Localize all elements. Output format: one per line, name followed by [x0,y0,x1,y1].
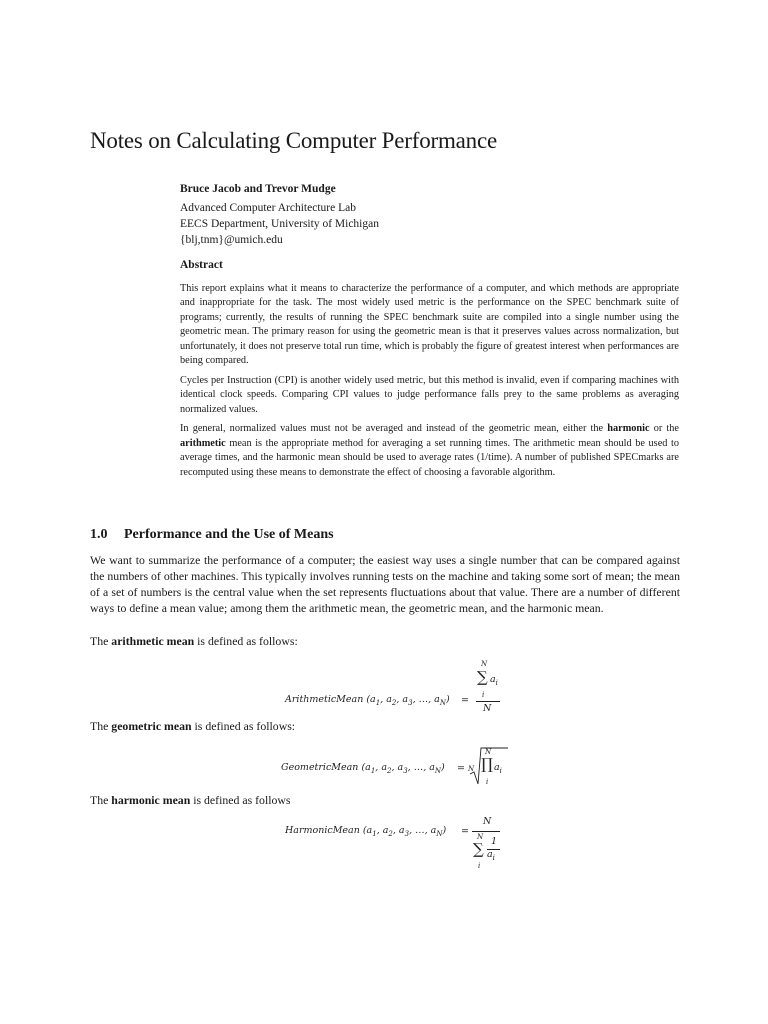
abstract-heading: Abstract [180,259,223,271]
abstract-p3-text-a: In general, normalized values must not be averaged and instead of the geometric mean, either the [180,423,608,434]
harmonic-mean-rhs [472,816,502,872]
author-email: {blj,tnm}@umich.edu [180,234,283,246]
harm-numerator: N [483,816,492,827]
author-names: Bruce Jacob and Trevor Mudge [180,183,336,195]
geo-prod-term: $a_i$ [494,762,502,775]
section-body [90,552,680,616]
harmonic-mean-intro [90,793,291,808]
summation-icon: ∑ [473,840,484,858]
abstract-p3-text-d: mean is the appropriate method for averaging a set running times. The arithmetic mean should be used to average times, and the harmonic mean should be used to average rates (1/time). A number of published SPECmarks are recomputed using these means to demonstrate the effect of choosing a favorable algorithm. [180,437,679,478]
section-title: Performance and the Use of Means [124,527,334,542]
harm-sum-upper: N [477,833,484,841]
section-heading [90,527,680,543]
arithmetic-mean-lhs: ArithmeticMean ($a_1$, $a_2$, $a_3$, …, $a_N$) [285,694,450,707]
geo-fn-name: GeometricMean [281,762,359,773]
harm-fn-name: HarmonicMean [285,825,360,836]
arith-denominator: N [483,703,492,714]
arithmetic-mean-intro [90,634,298,649]
geo-intro-term: geometric mean [111,719,192,733]
harm-inner-numerator: 1 [490,836,498,847]
abstract-term-harmonic: harmonic [607,423,650,434]
abstract-paragraph-1: This report explains what it means to characterize the performance of a computer, and which methods are appropriate and inappropriate for the task. The most widely used metric is the performance on the SPEC benchmark suite of programs; currently, the results of running the SPEC benchmark suite are compiled into a single number using the geometric mean. The primary reason for using the geometric mean is that it preserves values across normalization, but unfortunately, it does not preserve total run time, which is probably the figure of greatest interest when performances are being compared. [180,282,679,366]
harm-intro-pre: The [90,793,112,807]
harm-fraction-bar [472,831,500,832]
geo-root-index: N [468,765,475,773]
product-icon: ∏ [481,755,493,773]
summation-icon: ∑ [477,668,488,686]
author-block [180,181,679,248]
harm-intro-term: harmonic mean [111,793,191,807]
abstract-p3-text-c: or the [649,423,679,434]
arith-sum-term: $a_i$ [490,674,498,687]
abstract [180,258,679,485]
paper-title: Notes on Calculating Computer Performance [90,128,497,153]
harm-inner-denominator: $a_i$ [487,849,495,862]
affiliation-lab: Advanced Computer Architecture Lab [180,202,356,214]
arith-fn-name: ArithmeticMean [285,694,364,705]
section-number: 1.0 [90,527,108,542]
affiliation-department: EECS Department, University of Michigan [180,218,379,230]
geo-intro-post: is defined as follows: [191,719,296,733]
arith-equals: = [461,695,469,706]
harm-sum-lower: i [478,862,481,870]
arith-sum-upper: N [481,660,488,668]
abstract-paragraph-3 [180,422,679,480]
geo-prod-lower: i [486,778,489,786]
arith-sum-lower: i [482,691,485,699]
abstract-term-arithmetic: arithmetic [180,437,226,449]
geometric-mean-rhs [468,744,510,788]
geometric-mean-lhs: GeometricMean ($a_1$, $a_2$, $a_3$, …, $a_N$) [281,762,445,775]
arith-intro-post: is defined as follows: [194,634,298,648]
arith-intro-pre: The [90,634,112,648]
harm-equals: = [461,826,469,837]
abstract-paragraph-2: Cycles per Instruction (CPI) is another widely used metric, but this method is invalid, even if comparing machines with identical clock speeds. Comparing CPI values to judge performance falls prey to the same problems as averaging normalized values. [180,374,679,415]
arithmetic-mean-rhs [476,660,500,716]
geo-intro-pre: The [90,719,112,733]
section-paragraph-1: We want to summarize the performance of a computer; the easiest way uses a single number that can be compared against the numbers of other machines. This typically involves running tests on the machine and taking some sort of mean; the mean of a set of numbers is the central value when the set represents fluctuations about that value. There are a number of different ways to define a mean value; among them the arithmetic mean, the geometric mean, and the harmonic mean. [90,553,680,615]
arith-intro-term: arithmetic mean [111,634,195,648]
geometric-mean-intro [90,719,295,734]
geo-prod-upper: N [485,748,492,756]
arith-fraction-bar [476,701,500,702]
geo-equals: = [457,763,465,774]
harmonic-mean-lhs: HarmonicMean ($a_1$, $a_2$, $a_3$, …, $a_N$) [285,825,447,838]
harm-intro-post: is defined as follows [190,793,291,807]
